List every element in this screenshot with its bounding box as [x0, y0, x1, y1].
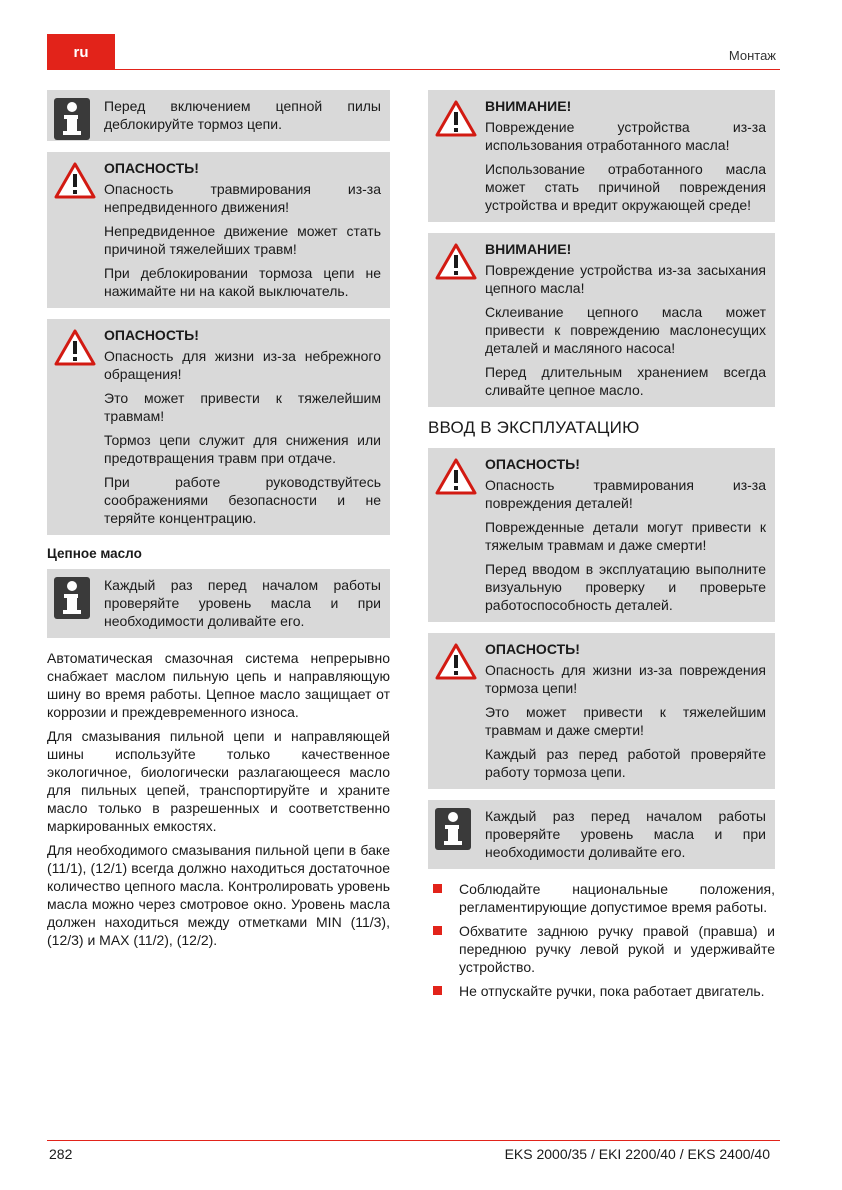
danger-title: ОПАСНОСТЬ!	[485, 641, 580, 657]
heading-commissioning: ВВОД В ЭКСПЛУАТАЦИЮ	[428, 418, 640, 437]
footer-rule	[47, 1140, 780, 1141]
warning-triangle-icon	[435, 243, 477, 280]
caution-line: Перед длительным хранением всегда сливайте цепное масло.	[485, 364, 766, 398]
danger-line: Опасность для жизни из-за повреждения тормоза цепи!	[485, 662, 766, 696]
info-text: Перед включением цепной пилы деблокируйте тормоз цепи.	[104, 98, 381, 132]
list-item	[428, 880, 775, 916]
body-paragraph: Автоматическая смазочная система непрерывно снабжает маслом пильную цепь и направляющую шину во время работы. Цепное масло защищает от коррозии и преждевременного износа.	[47, 650, 390, 720]
danger-line: Это может привести к тяжелейшим травмам и даже смерти!	[485, 704, 766, 738]
danger-line: Тормоз цепи служит для снижения или предотвращения травм при отдаче.	[104, 432, 381, 466]
danger-line: Опасность травмирования из-за повреждения деталей!	[485, 477, 766, 511]
caution-line: Повреждение устройства из-за засыхания цепного масла!	[485, 262, 766, 296]
right-column	[428, 90, 775, 1006]
danger-line: При работе руководствуйтесь соображениями безопасности и не теряйте концентрацию.	[104, 474, 381, 526]
left-column	[47, 90, 390, 955]
danger-line: Это может привести к тяжелейшим травмам!	[104, 390, 381, 424]
caution-line: Склеивание цепного масла может привести к повреждению маслонесущих деталей и масляного насоса!	[485, 304, 766, 356]
danger-box	[47, 319, 390, 535]
language-tab: ru	[47, 34, 115, 70]
list-item-text: Обхватите заднюю ручку правой (правша) и переднюю ручку левой рукой и удерживайте устройство.	[459, 923, 775, 975]
info-box	[428, 800, 775, 869]
danger-title: ОПАСНОСТЬ!	[104, 160, 199, 176]
caution-title: ВНИМАНИЕ!	[485, 98, 572, 114]
info-icon	[54, 577, 90, 619]
danger-title: ОПАСНОСТЬ!	[485, 456, 580, 472]
body-paragraph: Для смазывания пильной цепи и направляющей шины используйте только качественное экологичное, биологически разлагающееся масло для пильных цепей, транспортируйте и храните масло только в разрешенных и соответственно маркированных емкостях.	[47, 728, 390, 834]
warning-triangle-icon	[435, 100, 477, 137]
list-item-text: Не отпускайте ручки, пока работает двигатель.	[459, 983, 765, 999]
danger-line: При деблокировании тормоза цепи не нажимайте ни на какой выключатель.	[104, 265, 381, 299]
instruction-list	[428, 880, 775, 1000]
bullet-square-icon	[433, 884, 442, 893]
page-number: 282	[49, 1146, 73, 1162]
danger-line: Каждый раз перед работой проверяйте работу тормоза цепи.	[485, 746, 766, 780]
danger-box	[428, 633, 775, 789]
danger-box	[47, 152, 390, 308]
info-text: Каждый раз перед началом работы проверяйте уровень масла и при необходимости доливайте его.	[104, 577, 381, 629]
info-box	[47, 569, 390, 638]
danger-line: Поврежденные детали могут привести к тяжелым травмам и даже смерти!	[485, 519, 766, 553]
caution-line: Повреждение устройства из-за использования отработанного масла!	[485, 119, 766, 153]
info-icon	[54, 98, 90, 140]
body-paragraph: Для необходимого смазывания пильной цепи в баке (11/1), (12/1) всегда должно находиться достаточное количество цепного масла. Контролировать уровень масла можно через смотровое окно. Уровень масла должен находиться между отметками MIN (11/3), (12/3) и MAX (11/2), (12/2).	[47, 842, 390, 948]
info-icon	[435, 808, 471, 850]
bullet-square-icon	[433, 926, 442, 935]
header-rule	[115, 69, 780, 70]
bullet-square-icon	[433, 986, 442, 995]
section-title: Монтаж	[728, 48, 776, 63]
info-text: Каждый раз перед началом работы проверяйте уровень масла и при необходимости доливайте его.	[485, 808, 766, 860]
caution-title: ВНИМАНИЕ!	[485, 241, 572, 257]
danger-line: Перед вводом в эксплуатацию выполните визуальную проверку и проверьте работоспособность деталей.	[485, 561, 766, 613]
warning-triangle-icon	[54, 329, 96, 366]
caution-box	[428, 90, 775, 222]
caution-line: Использование отработанного масла может стать причиной повреждения устройства и вредит окружающей среде!	[485, 161, 766, 213]
danger-line: Опасность травмирования из-за непредвиденного движения!	[104, 181, 381, 215]
list-item-text: Соблюдайте национальные положения, регламентирующие допустимое время работы.	[459, 881, 775, 915]
list-item	[428, 982, 775, 1000]
danger-box	[428, 448, 775, 622]
caution-box	[428, 233, 775, 407]
model-names: EKS 2000/35 / EKI 2200/40 / EKS 2400/40	[504, 1146, 770, 1162]
warning-triangle-icon	[54, 162, 96, 199]
danger-line: Опасность для жизни из-за небрежного обращения!	[104, 348, 381, 382]
danger-title: ОПАСНОСТЬ!	[104, 327, 199, 343]
list-item	[428, 922, 775, 976]
subheading-chain-oil: Цепное масло	[47, 546, 142, 561]
warning-triangle-icon	[435, 643, 477, 680]
info-box	[47, 90, 390, 141]
warning-triangle-icon	[435, 458, 477, 495]
danger-line: Непредвиденное движение может стать причиной тяжелейших травм!	[104, 223, 381, 257]
